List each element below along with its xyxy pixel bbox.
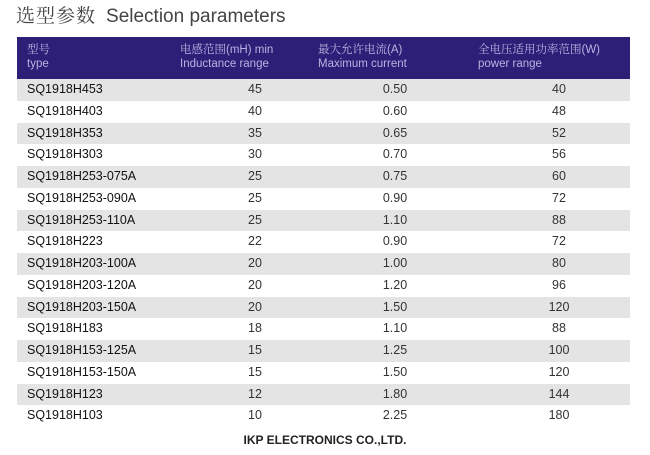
title-en: Selection parameters bbox=[106, 6, 286, 27]
cell-inductance: 35 bbox=[248, 125, 262, 140]
cell-inductance: 25 bbox=[248, 190, 262, 205]
cell-power: 72 bbox=[552, 190, 566, 205]
company-footer: IKP ELECTRONICS CO.,LTD. bbox=[243, 433, 407, 447]
cell-inductance: 20 bbox=[248, 299, 262, 314]
cell-power: 180 bbox=[548, 408, 570, 423]
cell-type: SQ1918H123 bbox=[27, 386, 103, 401]
table-row bbox=[17, 340, 630, 362]
cell-current: 0.60 bbox=[382, 103, 408, 118]
cell-inductance: 30 bbox=[248, 147, 262, 162]
table-row bbox=[17, 384, 630, 406]
cell-power: 88 bbox=[552, 321, 566, 336]
table-row bbox=[17, 123, 630, 145]
table-row bbox=[17, 210, 630, 232]
header-en: type bbox=[27, 58, 49, 70]
cell-inductance: 12 bbox=[248, 386, 262, 401]
cell-type: SQ1918H153-125A bbox=[27, 343, 137, 357]
page-title bbox=[16, 1, 286, 28]
header-en: Inductance range bbox=[180, 58, 269, 70]
cell-current: 1.50 bbox=[382, 364, 408, 379]
cell-type: SQ1918H103 bbox=[27, 408, 103, 423]
header-cn: 电感范围(mH) min bbox=[180, 44, 274, 56]
cell-power: 120 bbox=[548, 364, 570, 379]
cell-type: SQ1918H153-150A bbox=[27, 364, 137, 379]
cell-type: SQ1918H403 bbox=[27, 103, 103, 118]
cell-inductance: 15 bbox=[248, 364, 262, 379]
table-row bbox=[17, 79, 630, 101]
selection-table bbox=[17, 37, 630, 427]
title-cn: 选型参数 bbox=[16, 6, 97, 27]
table-row bbox=[17, 275, 630, 297]
cell-power: 40 bbox=[552, 82, 566, 96]
cell-power: 52 bbox=[552, 125, 566, 140]
header-en: power range bbox=[478, 58, 542, 70]
header-inductance bbox=[180, 43, 273, 71]
cell-type: SQ1918H203-150A bbox=[27, 299, 137, 314]
header-cn: 型号 bbox=[27, 44, 50, 56]
cell-power: 60 bbox=[552, 169, 566, 183]
cell-inductance: 22 bbox=[248, 234, 262, 249]
cell-current: 1.00 bbox=[382, 256, 408, 270]
cell-inductance: 18 bbox=[248, 321, 262, 336]
cell-current: 1.10 bbox=[382, 321, 408, 336]
cell-type: SQ1918H453 bbox=[27, 82, 103, 96]
cell-inductance: 25 bbox=[248, 169, 262, 183]
table-row bbox=[17, 405, 630, 427]
header-power bbox=[478, 43, 600, 71]
cell-current: 1.25 bbox=[382, 343, 408, 357]
cell-type: SQ1918H223 bbox=[27, 234, 103, 249]
table-row bbox=[17, 101, 630, 123]
cell-type: SQ1918H253-090A bbox=[27, 190, 137, 205]
table-header bbox=[17, 37, 630, 79]
cell-current: 1.50 bbox=[382, 299, 408, 314]
table-row bbox=[17, 144, 630, 166]
cell-inductance: 45 bbox=[248, 82, 262, 96]
cell-current: 0.75 bbox=[382, 169, 408, 183]
cell-current: 1.10 bbox=[382, 212, 408, 227]
cell-type: SQ1918H203-120A bbox=[27, 277, 137, 292]
table-body bbox=[17, 79, 630, 427]
cell-inductance: 20 bbox=[248, 256, 262, 270]
table-row bbox=[17, 297, 630, 319]
cell-power: 72 bbox=[552, 234, 566, 249]
cell-current: 2.25 bbox=[382, 408, 408, 423]
cell-type: SQ1918H353 bbox=[27, 125, 103, 140]
cell-power: 120 bbox=[548, 299, 570, 314]
cell-type: SQ1918H203-100A bbox=[27, 256, 137, 270]
cell-inductance: 20 bbox=[248, 277, 262, 292]
cell-inductance: 15 bbox=[248, 343, 262, 357]
table-row bbox=[17, 231, 630, 253]
cell-power: 56 bbox=[552, 147, 566, 162]
cell-inductance: 10 bbox=[248, 408, 262, 423]
table-row bbox=[17, 188, 630, 210]
table-row bbox=[17, 362, 630, 384]
header-en: Maximum current bbox=[318, 58, 407, 70]
cell-type: SQ1918H253-075A bbox=[27, 169, 137, 183]
cell-power: 48 bbox=[552, 103, 566, 118]
cell-power: 88 bbox=[552, 212, 566, 227]
cell-inductance: 25 bbox=[248, 212, 262, 227]
cell-current: 0.90 bbox=[382, 190, 408, 205]
cell-current: 0.65 bbox=[382, 125, 408, 140]
cell-current: 0.70 bbox=[382, 147, 408, 162]
cell-current: 0.90 bbox=[382, 234, 408, 249]
cell-power: 100 bbox=[548, 343, 570, 357]
cell-current: 1.20 bbox=[382, 277, 408, 292]
header-cn: 最大允许电流(A) bbox=[318, 44, 403, 56]
table-row bbox=[17, 253, 630, 275]
header-cn: 全电压适用功率范围(W) bbox=[478, 44, 601, 56]
cell-current: 0.50 bbox=[382, 82, 408, 96]
cell-inductance: 40 bbox=[248, 103, 262, 118]
header-type bbox=[27, 43, 50, 71]
table-row bbox=[17, 318, 630, 340]
table-row bbox=[17, 166, 630, 188]
cell-power: 96 bbox=[552, 277, 566, 292]
cell-type: SQ1918H253-110A bbox=[27, 212, 136, 227]
header-current bbox=[318, 43, 407, 71]
cell-type: SQ1918H303 bbox=[27, 147, 103, 162]
cell-current: 1.80 bbox=[382, 386, 408, 401]
cell-power: 80 bbox=[552, 256, 566, 270]
cell-power: 144 bbox=[548, 386, 570, 401]
cell-type: SQ1918H183 bbox=[27, 321, 103, 336]
